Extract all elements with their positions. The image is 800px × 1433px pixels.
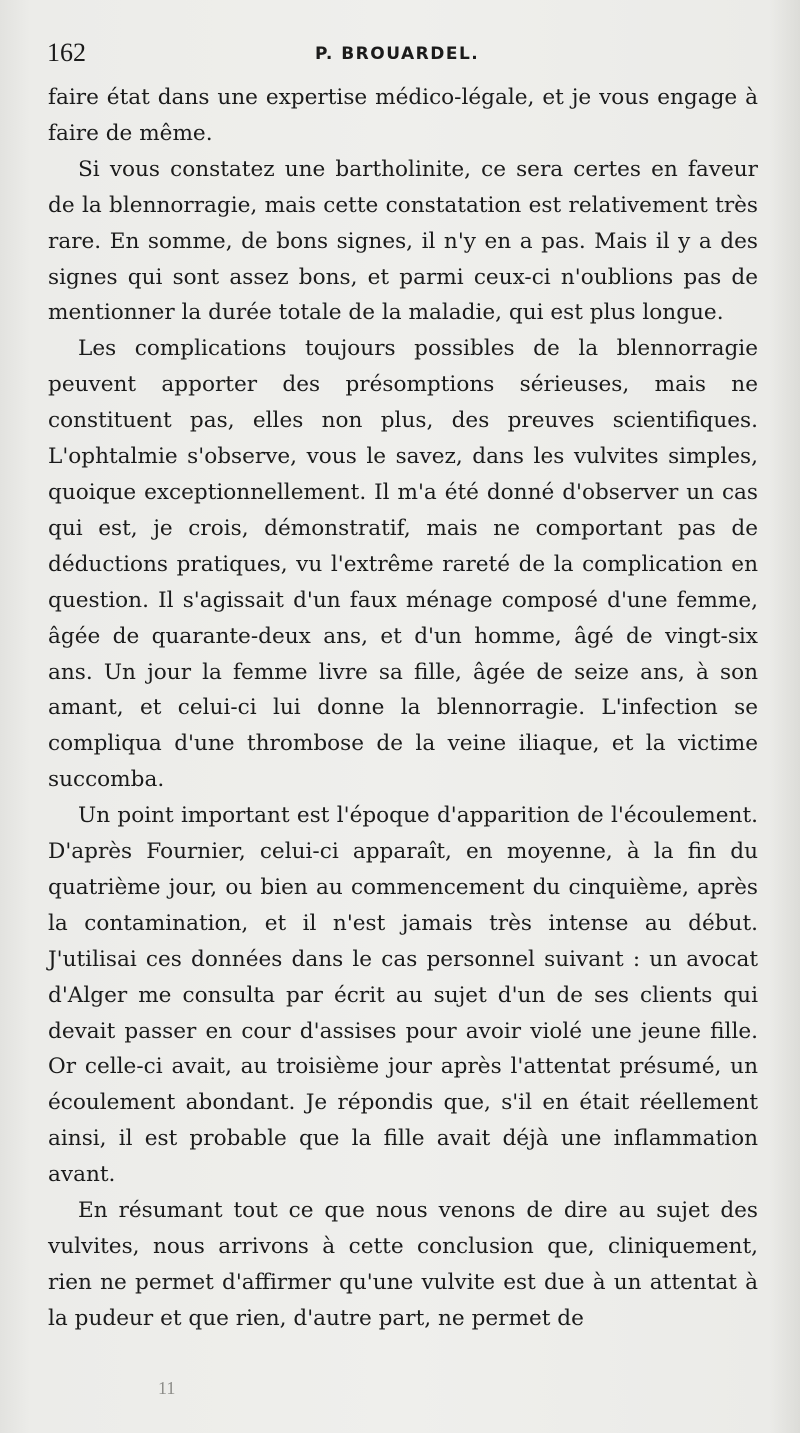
page-header	[47, 38, 767, 68]
paragraph-resume: En résumant tout ce que nous venons de dire au sujet des vulvites, nous arrivons à cette conclusion que, cliniquement, rien ne permet d'affirmer qu'une vulvite est due à un attentat à la pudeur et que rien, d'autre part, ne permet de	[48, 1198, 758, 1331]
paragraph-continuation: faire état dans une expertise médico-légale, et je vous engage à faire de même.	[48, 85, 758, 146]
running-head: P. BROUARDEL.	[315, 44, 480, 64]
paragraph-complications: Les complications toujours possibles de la blennorragie peuvent apporter des présomptions sérieuses, mais ne constituent pas, elles non plus, des preuves scientifiques. L'ophtalmie s'observe, vous le savez, dans les vulvites simples, quoique exceptionnellement. Il m'a été donné d'observer un cas qui est, je crois, démonstratif, mais ne comportant pas de déductions pratiques, vu l'extrême rareté de la complication en question. Il s'agissait d'un faux ménage composé d'une femme, âgée de quarante-deux ans, et d'un homme, âgé de vingt-six ans. Un jour la femme livre sa fille, âgée de seize ans, à son amant, et celui-ci lui donne la blennorragie. L'infection se compliqua d'une thrombose de la veine iliaque, et la victime succomba.	[48, 336, 758, 793]
paragraph-bartholinite: Si vous constatez une bartholinite, ce sera certes en faveur de la blennorragie, mais cette constatation est relativement très rare. En somme, de bons signes, il n'y en a pas. Mais il y a des signes qui sont assez bons, et parmi ceux-ci n'oublions pas de mentionner la durée totale de la maladie, qui est plus longue.	[48, 156, 758, 326]
body-text	[48, 80, 758, 1337]
paragraph-ecoulement: Un point important est l'époque d'apparition de l'écoulement. D'après Fournier, celui-ci apparaît, en moyenne, à la fin du quatrième jour, ou bien au commencement du cinquième, après la contamination, et il n'est jamais très intense au début. J'utilisai ces données dans le cas personnel suivant : un avocat d'Alger me consulta par écrit au sujet d'un de ses clients qui devait passer en cour d'assises pour avoir violé une jeune fille. Or celle-ci avait, au troisième jour après l'attentat présumé, un écoulement abondant. Je répondis que, s'il en était réellement ainsi, il est probable que la fille avait déjà une inflammation avant.	[48, 803, 758, 1188]
page-number: 162	[47, 38, 86, 67]
signature-mark: 11	[158, 1378, 176, 1398]
